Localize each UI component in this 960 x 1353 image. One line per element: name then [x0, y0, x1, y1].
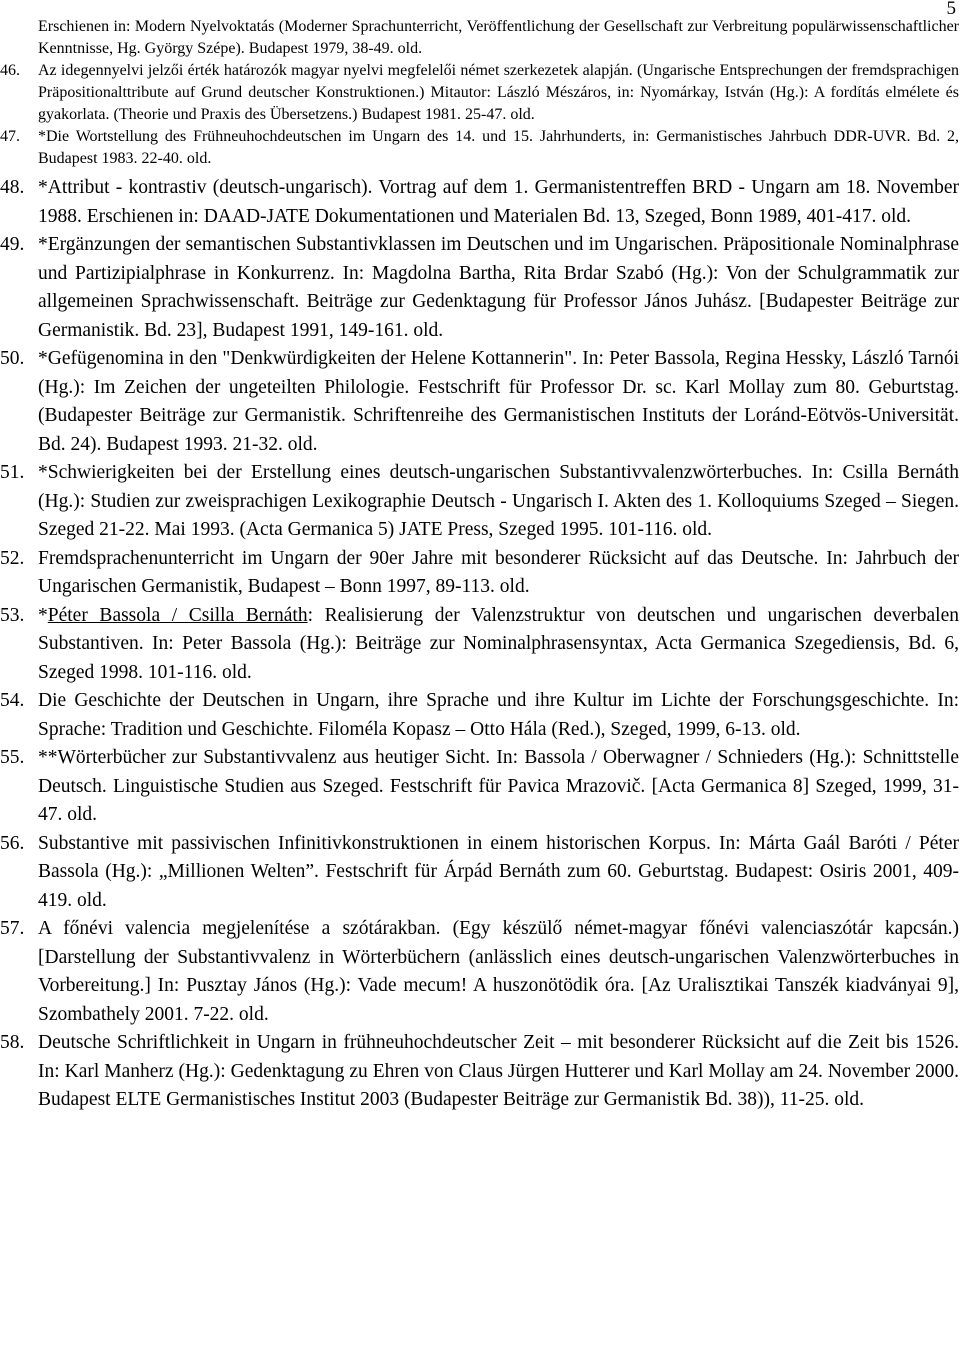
entry-number: 49. [0, 234, 25, 255]
entry-number: 57. [0, 918, 25, 939]
list-item [0, 459, 959, 545]
entry-number: 58. [0, 1032, 25, 1053]
entry-text: Die Geschichte der Deutschen in Ungarn, ihre Sprache und ihre Kultur im Lichte der Forschungsgeschichte. In: Sprache: Tradition und Geschichte. Filoméla Kopasz – Otto Hála (Red.), Szeged, 1999, 6-13. old. [38, 690, 959, 740]
list-item [0, 687, 959, 744]
list-item [0, 345, 959, 459]
list-item [0, 174, 959, 231]
entry-text: *Attribut - kontrastiv (deutsch-ungarisch). Vortrag auf dem 1. Germanistentreffen BRD - Ungarn am 18. November 1988. Erschienen in: DAAD-JATE Dokumentationen und Materialen Bd. 13, Szeged, Bonn 1989, 401-417. old. [38, 177, 959, 227]
entry-text: Erschienen in: Modern Nyelvoktatás (Moderner Sprachunterricht, Veröffentlichung der Gesellschaft zur Verbreitung populärwissenschaftlicher Kenntnisse, Hg. György Szépe). Budapest 1979, 38-49. old. [38, 18, 959, 57]
entry-number: 50. [0, 348, 25, 369]
entry-text: Substantive mit passivischen Infinitivkonstruktionen in einem historischen Korpus. In: Márta Gaál Baróti / Péter Bassola (Hg.): „Millionen Welten”. Festschrift für Árpád Bernáth zum 60. Geburtstag. Budapest: Osiris 2001, 409-419. old. [38, 832, 959, 911]
list-item [0, 744, 959, 830]
entry-number: 47. [0, 128, 20, 145]
entry-text: Deutsche Schriftlichkeit in Ungarn in frühneuhochdeutscher Zeit – mit besonderer Rücksicht auf die Zeit bis 1526. In: Karl Manherz (Hg.): Gedenktagung zu Ehren von Claus Jürgen Hutterer und Karl Mollay am 24. November 2000. Budapest ELTE Germanistisches Institut 2003 (Budapester Beiträge zur Germanistik Bd. 38)), 11-25. old. [38, 1032, 959, 1110]
page-number: 5 [946, 0, 956, 19]
list-item [0, 830, 959, 916]
entry-number: 46. [0, 62, 20, 79]
entry-number: 51. [0, 462, 25, 483]
list-item [0, 915, 959, 1029]
continuation-entry [0, 16, 959, 60]
list-item [0, 231, 959, 345]
entry-text: *Schwierigkeiten bei der Erstellung eines deutsch-ungarischen Substantivvalenzwörterbuches. In: Csilla Bernáth (Hg.): Studien zur zweisprachigen Lexikographie Deutsch - Ungarisch I. Akten des 1. Kolloquiums Szeged – Siegen. Szeged 21-22. Mai 1993. (Acta Germanica 5) JATE Press, Szeged 1995. 101-116. old. [38, 462, 959, 540]
list-item [0, 60, 959, 126]
list-item [0, 602, 959, 688]
list-item [0, 126, 959, 170]
author-names: Péter Bassola / Csilla Bernáth [47, 604, 308, 626]
entry-rest: : Realisierung der Valenzstruktur von deutschen und ungarischen deverbalen Substantiven. In: Peter Bassola (Hg.): Beiträge zur Nominalphrasensyntax, Acta Germanica Szegediensis, Bd. 6, Szeged 1998. 101-116. old. [38, 604, 959, 683]
entry-number: 56. [0, 832, 25, 854]
entry-text: **Wörterbücher zur Substantivvalenz aus heutiger Sicht. In: Bassola / Oberwagner / Schnieders (Hg.): Schnittstelle Deutsch. Linguistische Studien aus Szeged. Festschrift für Pavica Mrazovič. [Acta Germanica 8] Szeged, 1999, 31-47. old. [38, 747, 959, 825]
entry-text: A főnévi valencia megjelenítése a szótárakban. (Egy készülő német-magyar főnévi valenciaszótár kapcsán.) [Darstellung der Substantivvalenz in Wörterbüchern (anlässlich eines deutsch-ungarischen Valenzwörterbuches in Vorbereitung.] In: Pusztay János (Hg.): Vade mecum! A huszonötödik óra. [Az Uralisztikai Tanszék kiadványai 9], Szombathely 2001. 7-22. old. [38, 918, 959, 1025]
entry-number: 48. [0, 177, 25, 198]
entry-number: 55. [0, 747, 25, 768]
entry-text: *Die Wortstellung des Frühneuhochdeutschen im Ungarn des 14. und 15. Jahrhunderts, in: Germanistisches Jahrbuch DDR-UVR. Bd. 2, Budapest 1983. 22-40. old. [38, 128, 959, 167]
entry-number: 54. [0, 690, 25, 711]
list-item [0, 1029, 959, 1115]
entry-number: 52. [0, 547, 25, 569]
entry-number: 53. [0, 604, 25, 626]
entry-prefix: * [38, 604, 48, 626]
entry-text [38, 602, 959, 688]
entry-text: *Ergänzungen der semantischen Substantivklassen im Deutschen und im Ungarischen. Präpositionale Nominalphrase und Partizipialphrase in Konkurrenz. In: Magdolna Bartha, Rita Brdar Szabó (Hg.): Von der Schulgrammatik zur allgemeinen Sprachwissenschaft. Beiträge zur Gedenktagung für Professor János Juhász. [Budapester Beiträge zur Germanistik. Bd. 23], Budapest 1991, 149-161. old. [38, 234, 959, 341]
entry-text: Fremdsprachenunterricht im Ungarn der 90er Jahre mit besonderer Rücksicht auf das Deutsche. In: Jahrbuch der Ungarischen Germanistik, Budapest – Bonn 1997, 89-113. old. [38, 547, 959, 597]
entry-text: *Gefügenomina in den "Denkwürdigkeiten der Helene Kottannerin". In: Peter Bassola, Regina Hessky, László Tarnói (Hg.): Im Zeichen der ungeteilten Philologie. Festschrift für Professor Dr. sc. Karl Mollay zum 80. Geburtstag. (Budapester Beiträge zur Germanistik. Schriftenreihe des Germanistischen Instituts der Loránd-Eötvös-Universität. Bd. 24). Budapest 1993. 21-32. old. [38, 348, 959, 455]
list-item [0, 545, 959, 602]
entry-text: Az idegennyelvi jelzői érték határozók magyar nyelvi megfelelői német szerkezetek alapján. (Ungarische Entsprechungen der fremdsprachigen Präpositionalttribute auf Grund deutscher Konstruktionen.) Mitautor: László Mészáros, in: Nyomárkay, István (Hg.): A fordítás elmélete és gyakorlata. (Theorie und Praxis des Übersetzens.) Budapest 1981. 25-47. old. [38, 62, 959, 123]
